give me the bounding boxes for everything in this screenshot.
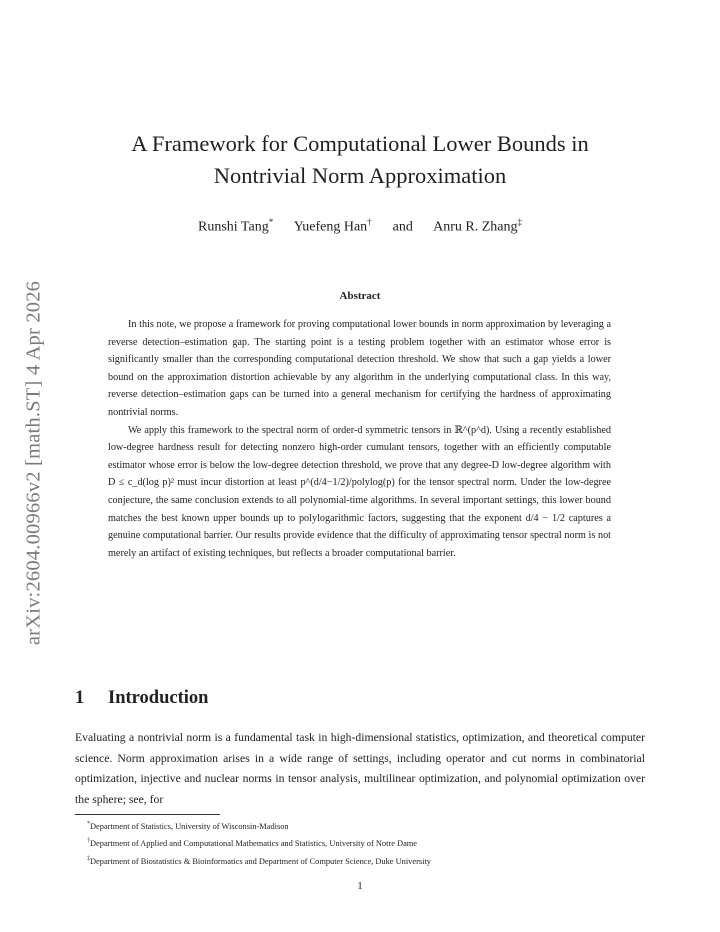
footnote-1-mark: * <box>87 821 90 827</box>
page-number: 1 <box>357 880 363 892</box>
introduction-paragraph: Evaluating a nontrivial norm is a fundamental task in high-dimensional statistics, optimization, and theoretical computer science. Norm approximation arises in a wide range of settings, including operator and cut norms in combinatorial optimization, injective and nuclear norms in tensor analysis, multilinear optimization, and polynomial optimization over the sphere; see, for <box>75 731 645 806</box>
abstract-paragraph-1: In this note, we propose a framework for proving computational lower bounds in norm approximation by leveraging a reverse detection–estimation gap. The starting point is a testing problem together with an estimator whose error is significantly smaller than the corresponding computational detection threshold. We show that such a gap yields a lower bound on the approximation distortion achievable by any algorithm in the underlying computational class. In this way, reverse detection–estimation gaps can be turned into a general mechanism for certifying the hardness of approximating nontrivial norms. <box>108 319 611 418</box>
footnote-2-text: Department of Applied and Computational Mathematics and Statistics, University of Notre Dame <box>90 839 418 849</box>
author-3: Anru R. Zhang <box>433 219 518 235</box>
footnote-1 <box>87 817 647 834</box>
title-line-1: A Framework for Computational Lower Bounds in <box>131 131 589 156</box>
abstract-heading: Abstract <box>339 290 381 302</box>
author-2: Yuefeng Han <box>293 219 368 235</box>
footnote-rule <box>75 814 220 815</box>
section-title: Introduction <box>108 688 209 708</box>
author-3-mark: ‡ <box>517 217 523 227</box>
footnote-2-mark: † <box>87 838 90 845</box>
footnote-3 <box>87 852 647 869</box>
footnote-3-text: Department of Biostatistics & Bioinformatics and Department of Computer Science, Duke University <box>90 856 431 866</box>
footnote-1-text: Department of Statistics, University of Wisconsin-Madison <box>90 821 289 831</box>
footnote-2 <box>87 834 647 851</box>
footnotes <box>87 817 647 869</box>
section-number: 1 <box>75 688 85 708</box>
footnote-3-mark: ‡ <box>87 855 90 862</box>
author-list <box>80 217 640 236</box>
section-heading-introduction <box>75 688 208 709</box>
author-conjunction: and <box>392 219 413 235</box>
introduction-body <box>75 728 645 810</box>
author-1-mark: * <box>268 217 274 227</box>
title-line-2: Nontrivial Norm Approximation <box>213 163 507 188</box>
arxiv-identifier: arXiv:2604.00966v2 [math.ST] 4 Apr 2026 <box>22 280 45 645</box>
arxiv-sidebar <box>14 250 54 675</box>
author-1: Runshi Tang <box>197 219 269 235</box>
author-2-mark: † <box>367 217 372 227</box>
abstract-body <box>108 316 611 562</box>
paper-title <box>80 128 640 192</box>
abstract-paragraph-2: We apply this framework to the spectral norm of order-d symmetric tensors in ℝ^(p^d). Using a recently established low-degree hardness result for detecting nonzero high-order cumulant tensors, together with an efficiently computable estimator whose error is below the low-degree detection threshold, we prove that any degree-D low-degree algorithm with D ≤ c_d(log p)² must incur distortion at least p^(d/4−1/2)/polylog(p) for the tensor spectral norm. Under the low-degree conjecture, the same conclusion extends to all polynomial-time algorithms. In several important settings, this lower bound matches the best known upper bounds up to polylogarithmic factors, suggesting that the exponent d/4 − 1/2 captures a genuine computational barrier. Our results provide evidence that the difficulty of approximating tensor spectral norm is not merely an artifact of existing techniques, but reflects a broader computational barrier. <box>108 424 611 559</box>
